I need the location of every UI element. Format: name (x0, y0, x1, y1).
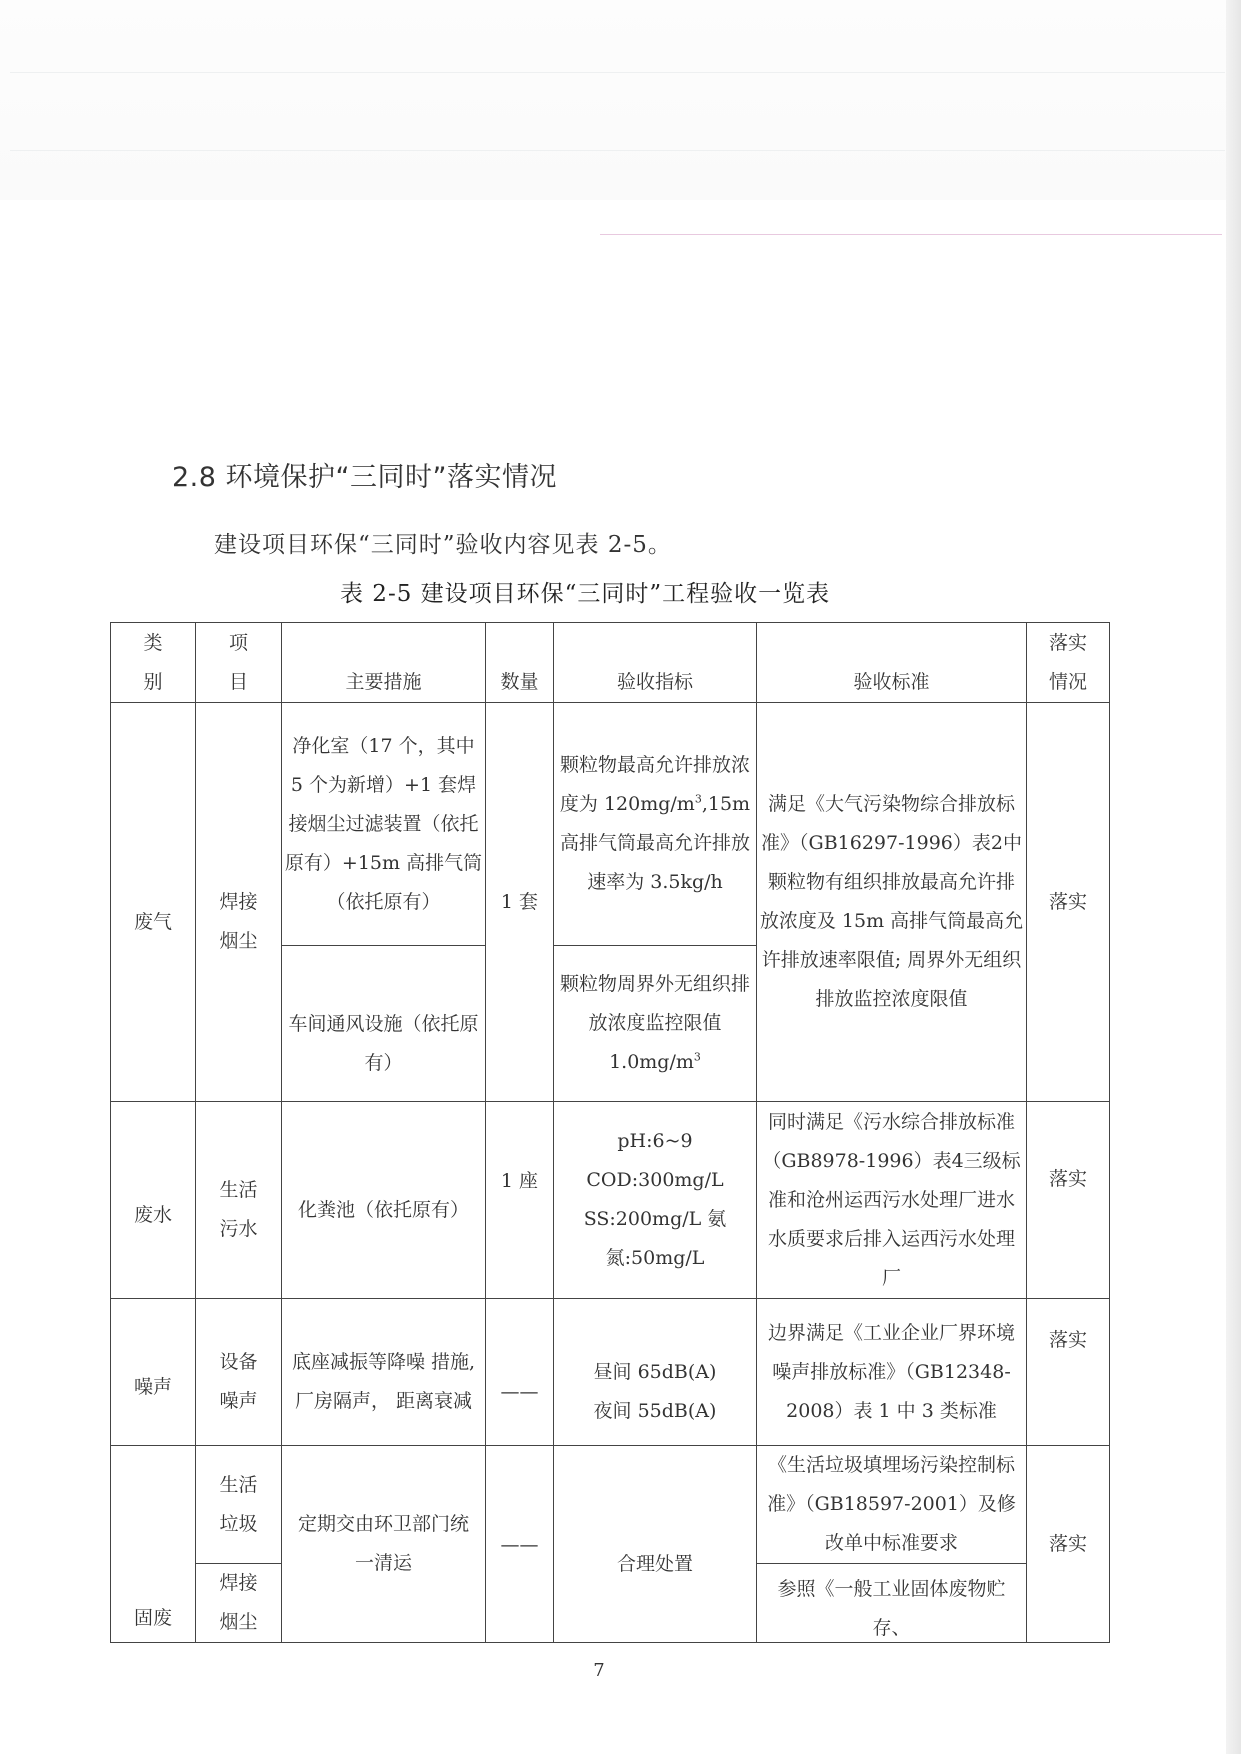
indicator-text: 颗粒物最高允许排放浓度为 $120mg/m^3,15m$ 高排气筒最高允许排放速率为 3.5kg/h (559, 754, 751, 893)
cell-status: 落实 (1027, 1299, 1110, 1446)
intro-paragraph: 建设项目环保“三同时”验收内容见表 2-5。 (214, 532, 672, 558)
scan-artifact-line (10, 72, 1225, 73)
cell-measures: 车间通风设施（依托原有） (282, 946, 486, 1102)
acceptance-table (110, 622, 1110, 1643)
header-status: 落实情况 (1027, 623, 1110, 703)
table-row (111, 1446, 1110, 1564)
cell-standard: 同时满足《污水综合排放标准（GB8978-1996）表4三级标准和沧州运西污水处理厂进水水质要求后排入运西污水处理厂 (757, 1102, 1027, 1299)
header-item: 项目 (196, 623, 282, 703)
cell-measures: 化粪池（依托原有） (282, 1102, 486, 1299)
cell-measures: 净化室（17 个，其中 5 个为新增）+1 套焊接烟尘过滤装置（依托原有）+15m 高排气筒（依托原有） (282, 703, 486, 946)
table-row (111, 1299, 1110, 1446)
header-quantity: 数量 (486, 623, 554, 703)
cell-status: 落实 (1027, 703, 1110, 1102)
cell-item: 焊接烟尘 (196, 703, 282, 1102)
page-number: 7 (593, 1660, 605, 1681)
cell-indicator (554, 703, 757, 946)
cell-indicator: 合理处置 (554, 1446, 757, 1643)
table-row (111, 1102, 1110, 1299)
cell-category: 废水 (111, 1102, 196, 1299)
cell-quantity: —— (486, 1299, 554, 1446)
cell-item: 生活垃圾 (196, 1446, 282, 1564)
section-title: 2.8 环境保护“三同时”落实情况 (172, 462, 557, 493)
cell-measures: 定期交由环卫部门统一清运 (282, 1446, 486, 1643)
cell-standard: 《生活垃圾填埋场污染控制标准》（GB18597-2001）及修改单中标准要求 (757, 1446, 1027, 1564)
standard-text: 参照《一般工业固体废物贮 存、 (777, 1578, 1006, 1639)
scan-top-band (0, 0, 1241, 200)
header-category: 类别 (111, 623, 196, 703)
cell-standard: 满足《大气污染物综合排放标准》（GB16297-1996）表2中颗粒物有组织排放最高允许排放浓度及 15m 高排气筒最高允许排放速率限值; 周界外无组织排放监控浓度限值 (757, 703, 1027, 1102)
cell-item: 设备噪声 (196, 1299, 282, 1446)
cell-status: 落实 (1027, 1102, 1110, 1299)
header-rule (600, 234, 1222, 235)
cell-status: 落实 (1027, 1446, 1110, 1643)
cell-quantity: —— (486, 1446, 554, 1643)
cell-category: 噪声 (111, 1299, 196, 1446)
header-standard: 验收标准 (757, 623, 1027, 703)
header-indicator: 验收指标 (554, 623, 757, 703)
cell-standard (757, 1564, 1027, 1643)
cell-quantity: 1 座 (486, 1102, 554, 1299)
table-header-row (111, 623, 1110, 703)
cell-category: 废气 (111, 703, 196, 1102)
cell-category: 固废 (111, 1446, 196, 1643)
table-caption: 表 2-5 建设项目环保“三同时”工程验收一览表 (340, 581, 831, 607)
header-measures: 主要措施 (282, 623, 486, 703)
cell-item: 焊接烟尘 (196, 1564, 282, 1643)
cell-measures: 底座减振等降噪 措施,厂房隔声， 距离衰减 (282, 1299, 486, 1446)
cell-indicator: 颗粒物周界外无组织排放浓度监控限值 $1.0mg/m^3$ (554, 946, 757, 1102)
cell-indicator: 昼间 65dB(A) 夜间 55dB(A) (554, 1299, 757, 1446)
cell-standard: 边界满足《工业企业厂界环境噪声排放标准》（GB12348-2008）表 1 中 3 类标准 (757, 1299, 1027, 1446)
table-row (111, 703, 1110, 946)
cell-quantity: 1 套 (486, 703, 554, 1102)
cell-indicator: pH:6~9 COD:300mg/L SS:200mg/L 氨氮:50mg/L (554, 1102, 757, 1299)
scan-artifact-line (10, 150, 1225, 151)
scan-right-edge (1226, 0, 1241, 1754)
cell-item: 生活污水 (196, 1102, 282, 1299)
